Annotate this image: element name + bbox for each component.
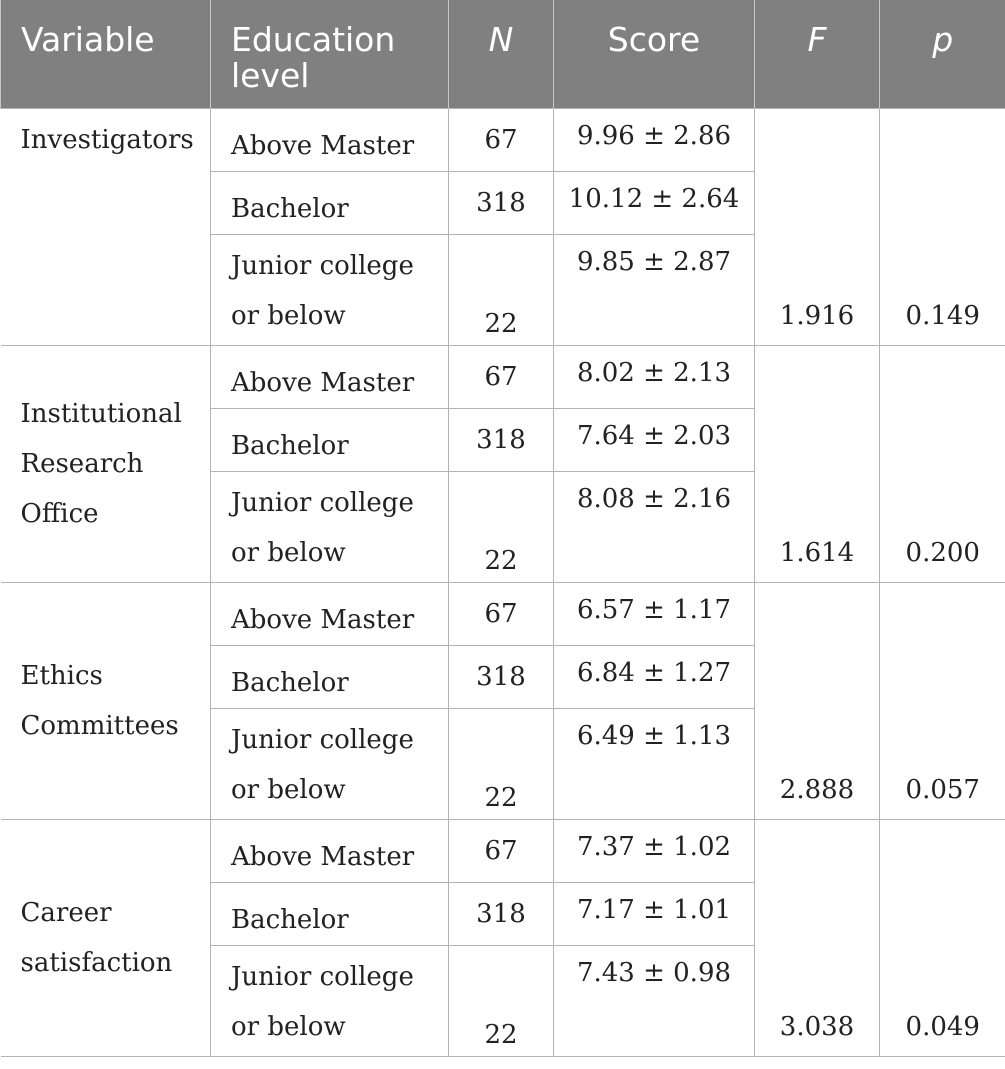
header-n: N <box>449 0 554 109</box>
n-cell: 67 <box>449 583 554 646</box>
education-cell: Above Master <box>211 346 449 409</box>
f-value-cell: 1.916 <box>755 109 880 346</box>
n-cell: 67 <box>449 820 554 883</box>
score-cell: 7.37 ± 1.02 <box>554 820 755 883</box>
score-cell: 6.49 ± 1.13 <box>554 709 755 820</box>
education-cell: Above Master <box>211 583 449 646</box>
education-cell: Junior college or below <box>211 235 449 346</box>
table-row <box>1 346 1005 409</box>
n-cell: 22 <box>449 235 554 346</box>
score-cell: 9.96 ± 2.86 <box>554 109 755 172</box>
n-cell: 22 <box>449 946 554 1057</box>
p-value-cell: 0.200 <box>880 346 1005 583</box>
n-cell: 22 <box>449 709 554 820</box>
score-cell: 9.85 ± 2.87 <box>554 235 755 346</box>
n-cell: 67 <box>449 346 554 409</box>
education-cell: Above Master <box>211 109 449 172</box>
score-cell: 7.43 ± 0.98 <box>554 946 755 1057</box>
table-row <box>1 109 1005 172</box>
p-value-cell: 0.149 <box>880 109 1005 346</box>
f-value-cell: 2.888 <box>755 583 880 820</box>
education-cell: Bachelor <box>211 172 449 235</box>
education-cell: Junior college or below <box>211 472 449 583</box>
score-cell: 8.02 ± 2.13 <box>554 346 755 409</box>
education-cell: Bachelor <box>211 409 449 472</box>
variable-cell: Ethics Committees <box>1 583 211 820</box>
variable-cell: Institutional Research Office <box>1 346 211 583</box>
f-value-cell: 3.038 <box>755 820 880 1057</box>
header-score: Score <box>554 0 755 109</box>
p-value-cell: 0.049 <box>880 820 1005 1057</box>
variable-cell: Career satisfaction <box>1 820 211 1057</box>
n-cell: 318 <box>449 409 554 472</box>
table-row <box>1 820 1005 883</box>
p-value-cell: 0.057 <box>880 583 1005 820</box>
score-cell: 6.84 ± 1.27 <box>554 646 755 709</box>
header-f: F <box>755 0 880 109</box>
n-cell: 67 <box>449 109 554 172</box>
header-education-level: Education level <box>211 0 449 109</box>
education-cell: Bachelor <box>211 883 449 946</box>
score-cell: 7.64 ± 2.03 <box>554 409 755 472</box>
n-cell: 318 <box>449 646 554 709</box>
score-cell: 10.12 ± 2.64 <box>554 172 755 235</box>
education-cell: Above Master <box>211 820 449 883</box>
f-value-cell: 1.614 <box>755 346 880 583</box>
education-cell: Junior college or below <box>211 709 449 820</box>
education-cell: Junior college or below <box>211 946 449 1057</box>
score-cell: 7.17 ± 1.01 <box>554 883 755 946</box>
n-cell: 318 <box>449 883 554 946</box>
score-cell: 6.57 ± 1.17 <box>554 583 755 646</box>
n-cell: 318 <box>449 172 554 235</box>
n-cell: 22 <box>449 472 554 583</box>
education-cell: Bachelor <box>211 646 449 709</box>
header-variable: Variable <box>1 0 211 109</box>
header-row <box>1 0 1005 109</box>
score-cell: 8.08 ± 2.16 <box>554 472 755 583</box>
table-row <box>1 583 1005 646</box>
header-p: p <box>880 0 1005 109</box>
variable-cell: Investigators <box>1 109 211 346</box>
